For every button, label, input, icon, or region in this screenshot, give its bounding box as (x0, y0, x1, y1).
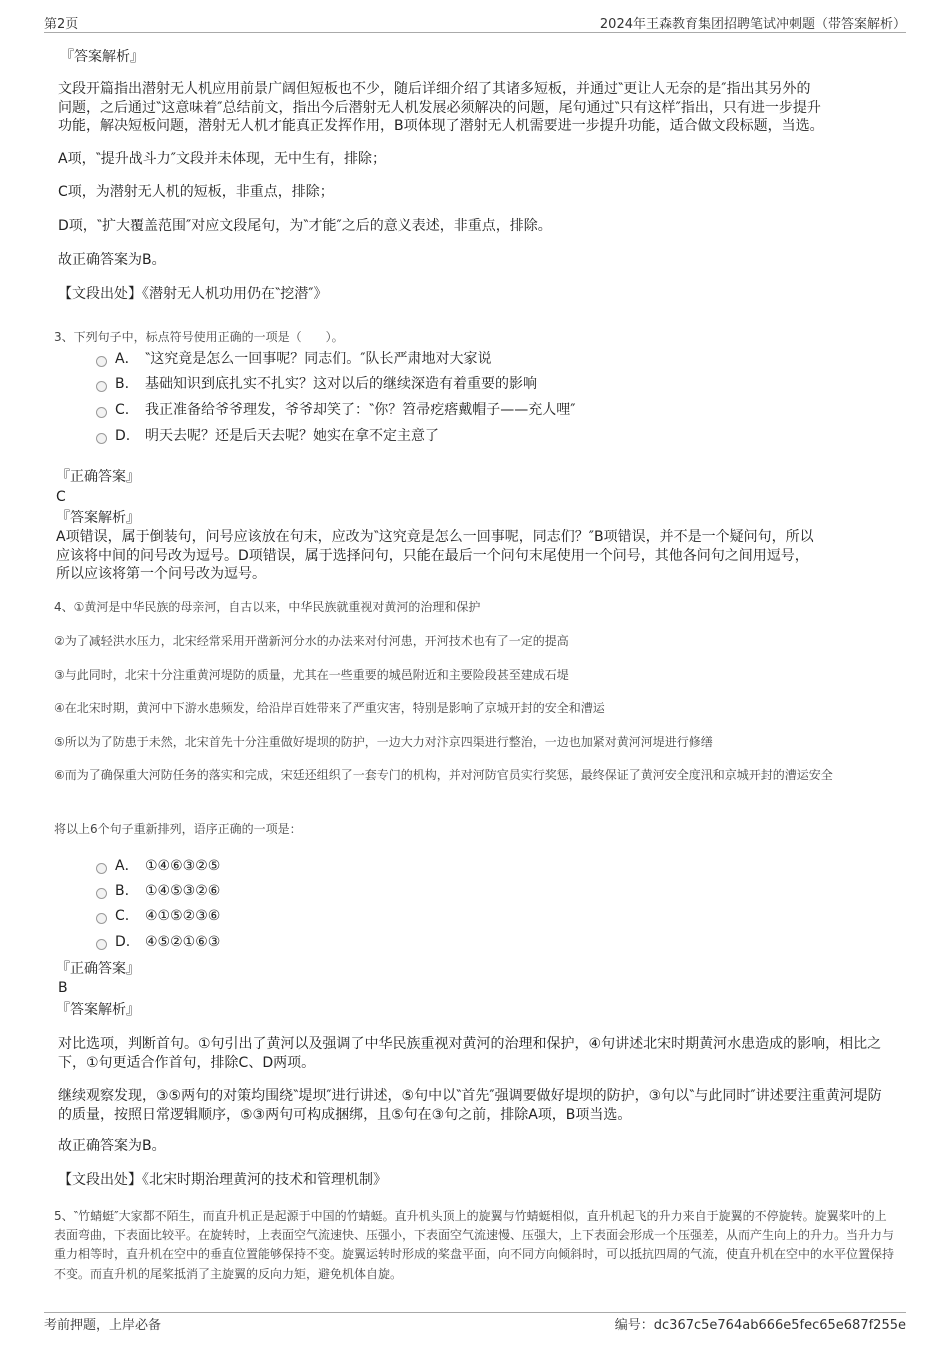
correct-answer-label: 『正确答案』 (56, 961, 140, 977)
q4-option-c[interactable] (96, 907, 220, 925)
option-text: ‶这究竟是怎么一回事呢？同志们。″队长严肃地对大家说 (145, 351, 492, 367)
radio-button[interactable] (96, 381, 107, 392)
source: 【文段出处】《潜射无人机功用仍在‶挖潜″》 (58, 286, 328, 302)
analysis-paragraph (56, 528, 892, 584)
option-a-analysis: A项，‶提升战斗力″文段并未体现，无中生有，排除； (58, 151, 387, 167)
option-key: B. (115, 376, 130, 392)
text-line: 所以应该将第一个问号改为逗号。 (56, 566, 266, 582)
option-key: D. (115, 934, 131, 950)
q4-sentence-2: ②为了减轻洪水压力，北宋经常采用开凿新河分水的办法来对付河患，开河技术也有了一定的提高 (54, 634, 569, 648)
option-text: ①④⑤③②⑥ (145, 883, 221, 899)
analysis-paragraph-2: 继续观察发现，③⑤两句的对策均围绕‶堤坝″进行讲述，⑤句中以‶首先″强调要做好堤坝的防护，③句以‶与此同时″讲述要注重黄河堤防的质量，按照日常逻辑顺序，⑤③两句可构成捆绑，且⑤句在③句之前，排除A项，B项当选。 (58, 1088, 882, 1123)
q4-sentence-6: ⑥而为了确保重大河防任务的落实和完成，宋廷还组织了一套专门的机构，并对河防官员实行奖惩，最终保证了黄河安全度汛和京城开封的漕运安全 (54, 768, 833, 782)
q3-option-b[interactable] (96, 375, 537, 393)
q4-option-a[interactable] (96, 857, 220, 875)
page-number: 第2页 (44, 17, 79, 32)
option-key: B. (115, 883, 130, 899)
q4-option-b[interactable] (96, 882, 220, 900)
footer-divider (44, 1312, 906, 1313)
radio-button[interactable] (96, 888, 107, 899)
option-text: 明天去呢？还是后天去呢？她实在拿不定主意了 (145, 428, 439, 444)
text-line: 应该将中间的问号改为逗号。D项错误，属于选择问句，只能在最后一个问句末尾使用一个问号，其他各问句之间用逗号， (56, 547, 809, 564)
document-code: 编号：dc367c5e764ab666e5fec65e687f255e (614, 1318, 906, 1333)
correct-answer: B (58, 980, 68, 996)
analysis-label: 『答案解析』 (56, 510, 140, 526)
radio-button[interactable] (96, 863, 107, 874)
text-line: A项错误，属于倒装句，问号应该放在句末，应改为‶这究竟是怎么一回事呢，同志们？″B项错误，并不是一个疑问句，所以 (56, 529, 814, 545)
q3-option-c[interactable] (96, 401, 575, 419)
conclusion: 故正确答案为B。 (58, 252, 166, 268)
option-key: C. (115, 402, 130, 418)
q3-option-a[interactable] (96, 350, 491, 368)
option-key: A． (115, 858, 139, 874)
option-key: C. (115, 908, 130, 924)
option-text: ④①⑤②③⑥ (145, 908, 221, 924)
text-line: 文段开篇指出潜射无人机应用前景广阔但短板也不少，随后详细介绍了其诸多短板，并通过‶更让人无奈的是″指出其另外的 (58, 81, 811, 97)
analysis-paragraph (58, 80, 894, 136)
option-text: 基础知识到底扎实不扎实？这对以后的继续深造有着重要的影响 (145, 376, 537, 392)
option-key: D. (115, 428, 131, 444)
source: 【文段出处】《北宋时期治理黄河的技术和管理机制》 (58, 1172, 387, 1188)
option-text: ①④⑥③②⑤ (145, 858, 221, 874)
text-line: 功能，解决短板问题，潜射无人机才能真正发挥作用，B项体现了潜射无人机需要进一步提升功能，适合做文段标题，当选。 (58, 118, 824, 134)
document-title: 2024年王森教育集团招聘笔试冲刺题（带答案解析） (599, 17, 906, 32)
q4-sentence-4: ④在北宋时期，黄河中下游水患频发，给沿岸百姓带来了严重灾害，特别是影响了京城开封的安全和漕运 (54, 701, 605, 715)
text-line: 问题，之后通过‶这意味着″总结前文，指出今后潜射无人机发展必须解决的问题，尾句通过‶只有这样″指出，只有进一步提升 (58, 99, 821, 116)
q3-option-d[interactable] (96, 427, 439, 445)
radio-button[interactable] (96, 407, 107, 418)
radio-button[interactable] (96, 356, 107, 367)
radio-button[interactable] (96, 433, 107, 444)
question-3-stem: 3、下列句子中，标点符号使用正确的一项是（ ）。 (54, 330, 344, 344)
q4-prompt: 将以上6个句子重新排列，语序正确的一项是： (54, 822, 302, 836)
radio-button[interactable] (96, 939, 107, 950)
q4-option-d[interactable] (96, 933, 220, 951)
conclusion: 故正确答案为B。 (58, 1138, 166, 1154)
q4-sentence-5: ⑤所以为了防患于未然，北宋首先十分注重做好堤坝的防护，一边大力对汴京四渠进行整治，一边也加紧对黄河河堤进行修缮 (54, 735, 713, 749)
q4-sentence-1: 4、①黄河是中华民族的母亲河，自古以来，中华民族就重视对黄河的治理和保护 (54, 600, 481, 614)
option-key: A． (115, 351, 139, 367)
q4-sentence-3: ③与此同时，北宋十分注重黄河堤防的质量，尤其在一些重要的城邑附近和主要险段甚至建成石堤 (54, 668, 569, 682)
footer-slogan: 考前押题，上岸必备 (44, 1318, 162, 1333)
option-text: 我正准备给爷爷理发，爷爷却笑了：‶你？笤帚疙瘩戴帽子——充人哩″ (145, 402, 576, 418)
analysis-paragraph-1: 对比选项，判断首句。①句引出了黄河以及强调了中华民族重视对黄河的治理和保护，④句讲述北宋时期黄河水患造成的影响，相比之下，①句更适合作首句，排除C、D两项。 (58, 1036, 882, 1071)
analysis-label: 『答案解析』 (56, 1002, 140, 1018)
header-divider (44, 32, 906, 33)
question-5-stem: 5、‶竹蜻蜓″大家都不陌生，而直升机正是起源于中国的竹蜻蜓。直升机头顶上的旋翼与竹蜻蜓相似，直升机起飞的升力来自于旋翼的不停旋转。旋翼桨叶的上表面弯曲，下表面比较平。在旋转时，上表面空气流速快、压强小，下表面空气流速慢、压强大，上下表面会形成一个压强差，从而产生向上的升力。当升力与重力相等时，直升机在空中的垂直位置能够保持不变。旋翼运转时形成的桨盘平面，向不同方向倾斜时，可以抵抗四周的气流，使直升机在空中的水平位置保持不变。而直升机的尾桨抵消了主旋翼的反向力矩，避免机体自旋。 (54, 1209, 895, 1281)
radio-button[interactable] (96, 913, 107, 924)
correct-answer-label: 『正确答案』 (56, 469, 140, 485)
analysis-label: 『答案解析』 (60, 49, 144, 65)
correct-answer: C (56, 489, 66, 505)
option-text: ④⑤②①⑥③ (145, 934, 221, 950)
option-d-analysis: D项，‶扩大覆盖范围″对应文段尾句，为‶才能″之后的意义表述，非重点，排除。 (58, 218, 552, 234)
option-c-analysis: C项，为潜射无人机的短板，非重点，排除； (58, 184, 334, 200)
